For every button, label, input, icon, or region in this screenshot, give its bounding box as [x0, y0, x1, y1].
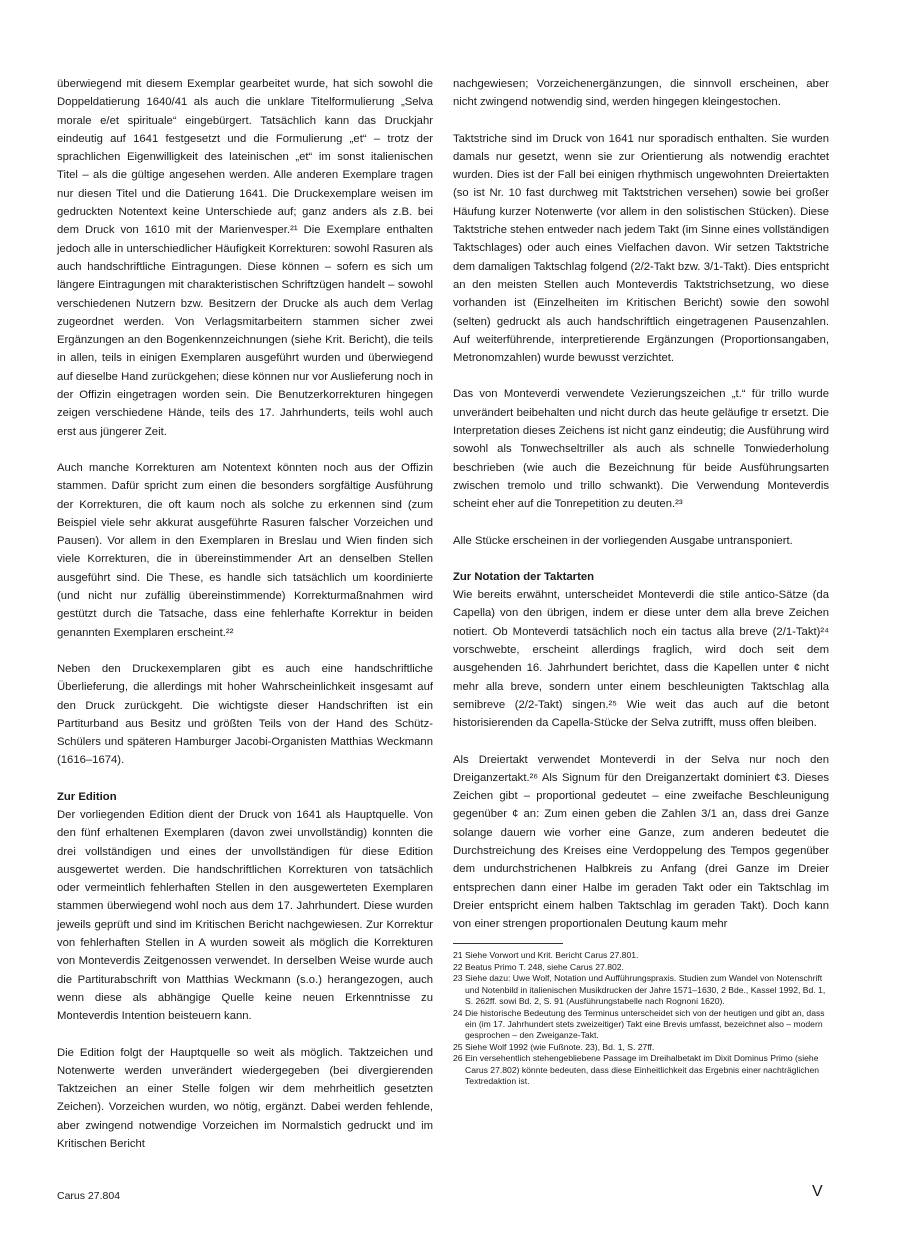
left-column	[57, 75, 433, 1153]
heading-edition: Zur Edition	[57, 790, 117, 803]
footnote-number: 25	[453, 1041, 463, 1052]
paragraph: überwiegend mit diesem Exemplar gearbeitet wurde, hat sich sowohl die Doppeldatierung 1640/41 als auch die unklare Titelformulierung „Selva morale e/et spirituale“ eingebürgert. Tatsächlich kann das Druckjahr eindeutig auf 1641 festgesetzt und die Formulierung „et“ – trotz der sprachlichen Eigenwilligkeit des lateinischen „et“ im sonst italienischen Titel – als die gültige angesehen werden. Alle anderen Exemplare tragen nur diesen Titel und die Datierung 1641. Die Druckexemplare weisen im gedruckten Notentext keine Unterschiede auf; ganz anders als z.B. bei dem Druck von 1610 mit der Marienvesper.²¹ Die Exemplare enthalten jedoch alle in unterschiedlicher Häufigkeit Korrekturen: sowohl Rasuren als auch handschriftliche Eintragungen. Diese können – sofern es sich um längere Eintragungen mit charakteristischen Schriftzügen handelt – sowohl verschiedenen Nutzern bzw. Besitzern der Drucke als auch dem Verlag zugeordnet werden. Von Verlagsmitarbeitern stammen sicher zwei Ergänzungen an den Bogenkennzeichnungen (siehe Krit. Bericht), die teils in allen, teils in einigen Exemplaren ausgeführt wurden und überwiegend auf dieselbe Hand zurückgehen; diese können nur vor Auslieferung noch in der Offizin eingetragen worden sein. Die Benutzerkorrekturen hingegen zeigen verschiedene Hände, teils des 17. Jahrhunderts, teils wohl auch erst aus jüngerer Zeit.	[57, 78, 433, 438]
footnote-number: 23	[453, 973, 463, 984]
footnote-number: 26	[453, 1053, 463, 1064]
paragraph: Die Edition folgt der Hauptquelle so weit als möglich. Taktzeichen und Notenwerte werden unverändert wiedergegeben (bei divergierenden Taktzeichen an einer Stelle folgen wir dem mehrheitlich gesetzten Zeichen). Vorzeichen wurden, wo nötig, ergänzt. Dabei werden fehlende, aber zwingend notwendige Vorzeichen im Normalstich gedruckt und im Kritischen Bericht	[57, 1046, 433, 1151]
paragraph: Taktstriche sind im Druck von 1641 nur sporadisch enthalten. Sie wurden damals nur gesetzt, wenn sie zur Orientierung als notwendig erachtet wurden. Dies ist der Fall bei einigen rhythmisch ungewohnten Dreiertakten (so ist Nr. 10 fast durchweg mit Taktstrichen versehen) sowie bei großer Häufung kurzer Notenwerte (vor allem in den solistischen Stücken). Diese Taktstriche stehen entweder nach jedem Takt (im Sinne eines vollständigen Taktschlages) oder auch eines Vielfachen davon. Wir setzen Taktstriche dem damaligen Taktschlag folgend (2/2-Takt bzw. 3/1-Takt). Dies entspricht an den meisten Stellen auch Monteverdis Taktstrichsetzung, wo diese vorhanden ist (Einzelheiten im Kritischen Bericht) sowie den sowohl (selten) gedruckt als auch handschriftlich eingetragenen Pausenzahlen. Auf weiterführende, interpretierende Ergänzungen (Proportionsangaben, Metronomzahlen) wurde bewusst verzichtet.	[453, 132, 829, 365]
footnote-divider	[453, 943, 563, 944]
footnote	[453, 962, 829, 973]
footnote-text: Die historische Bedeutung des Terminus unterscheidet sich von der heutigen und gibt an, dass ein (im 17. Jahrhundert stets zweizeitiger) Takt eine Brevis umfasst, bezeichnet also – modern gesprochen – den Zweiganze-Takt.	[465, 1007, 825, 1041]
footnote-text: Siehe Vorwort und Krit. Bericht Carus 27.801.	[465, 950, 639, 961]
paragraph: Der vorliegenden Edition dient der Druck von 1641 als Hauptquelle. Von den fünf erhaltenen Exemplaren (davon zwei unvollständig) konnten die drei vollständigen und eines der unvollständigen für diese Edition ausgewertet werden. Die handschriftlichen Korrekturen von tatsächlich oder vermeintlich fehlerhaften Stellen in den ausgewerteten Exemplaren stammen überwiegend wohl noch aus dem 17. Jahrhundert. Diese wurden jeweils geprüft und sind im Kritischen Bericht nachgewiesen. Zur Korrektur von fehlerhaften Stellen in A wurden soweit als möglich die Korrekturen von Monteverdis Zeitgenossen verwendet. In derselben Weise wurde auch die Partiturabschrift von Matthias Weckmann (s.o.) herangezogen, auch wenn diese als abhängige Quelle keine neuen Erkenntnisse zu Monteverdis Intention beisteuern kann.	[57, 808, 433, 1023]
footnote	[453, 950, 829, 961]
paragraph: nachgewiesen; Vorzeichenergänzungen, die sinnvoll erscheinen, aber nicht zwingend notwendig sind, werden hingegen kleingestochen.	[453, 78, 829, 109]
footnote-text: Beatus Primo T. 248, siehe Carus 27.802.	[465, 961, 624, 972]
footnote-text: Siehe Wolf 1992 (wie Fußnote. 23), Bd. 1, S. 27ff.	[465, 1041, 655, 1052]
footnote	[453, 1008, 829, 1042]
footnote	[453, 973, 829, 1007]
paragraph: Wie bereits erwähnt, unterscheidet Monteverdi die stile antico-Sätze (da Capella) von den übrigen, indem er diese unter dem alla breve Zeichen notiert. Ob Monteverdi tatsächlich noch ein tactus alla breve (2/1-Takt)²⁴ vorschwebte, erscheint allerdings fraglich, wird doch seit dem ausgehenden 16. Jahrhundert berichtet, dass die Kapellen unter ¢ nicht mehr alla breve, sondern unter einem beschleunigten Taktschlag alla semibreve (2/2-Takt) singen.²⁵ Wie weit das auch auf die betont historisierenden da Capella-Stücke der Selva zutrifft, muss offen bleiben.	[453, 589, 829, 730]
paragraph: Als Dreiertakt verwendet Monteverdi in der Selva nur noch den Dreiganzertakt.²⁶ Als Signum für den Dreiganzertakt dominiert ¢3. Dieses Zeichen gibt – proportional gedeutet – eine zweifache Beschleunigung gegenüber ¢ an: Zum einen geben die Zahlen 3/1 an, dass drei Ganze solange dauern wie vorher eine Ganze, zum anderen bedeutet die Durchstreichung des Kreises eine Verdoppelung des Tempos gegenüber dem undurchstrichenen Halbkreis zu Anfang (drei Ganze im Dreier entsprechen dann einer Halbe im geraden Takt oder ein Taktschlag im Dreier entspricht einem halben Taktschlag im geraden Takt). Doch kann von einer strengen proportionalen Deutung kaum mehr	[453, 753, 829, 931]
paragraph: Das von Monteverdi verwendete Vezierungszeichen „t.“ für trillo wurde unverändert beibehalten und nicht durch das heute geläufige tr ersetzt. Die Interpretation dieses Zeichens ist nicht ganz eindeutig; die Ausführung wird sowohl als Tonwechseltriller als auch als schnelle Tonwiederholung beschrieben (wie auch die Bezeichnung für beide Ausführungsarten zwischen tremolo und trillo schwankt). Die Verwendung Monteverdis scheint eher auf die Tonrepetition zu deuten.²³	[453, 388, 829, 511]
paragraph: Alle Stücke erscheinen in der vorliegenden Ausgabe untransponiert.	[453, 534, 793, 547]
footnote	[453, 1053, 829, 1087]
footnote-number: 21	[453, 950, 463, 961]
footnote-number: 24	[453, 1007, 463, 1018]
paragraph: Auch manche Korrekturen am Notentext könnten noch aus der Offizin stammen. Dafür spricht zum einen die besonders sorgfältige Ausführung der Korrekturen, die oft kaum noch als solche zu erkennen sind (zum Beispiel viele sehr akkurat ausgeführte Rasuren falscher Vorzeichen und Pausen). Vor allem in den Exemplaren in Breslau und Wien finden sich viele Korrekturen, die in übereinstimmender Art an denselben Stellen ausgeführt sind. Die These, es handle sich tatsächlich um koordinierte (und nicht nur zufällig übereinstimmende) Korrekturmaßnahmen wird gestützt durch die Tatsache, dass eine fehlerhafte Korrektur in beiden genannten Exemplaren erscheint.²²	[57, 461, 433, 639]
footnote-number: 22	[453, 961, 463, 972]
page-number: V	[812, 1183, 823, 1200]
paragraph: Neben den Druckexemplaren gibt es auch eine handschriftliche Überlieferung, die allerdings mit hoher Wahrscheinlichkeit insgesamt auf den Druck zurückgeht. Die wichtigste dieser Handschriften ist ein Partiturband aus Besitz und größten Teils von der Hand des Schütz-Schülers und späteren Hamburger Jacobi-Organisten Matthias Weckmann (1616–1674).	[57, 662, 433, 767]
footnote	[453, 1042, 829, 1053]
footnotes	[453, 950, 829, 1087]
footnote-text: Ein versehentlich stehengebliebene Passage im Dreihalbetakt im Dixit Dominus Primo (siehe Carus 27.802) könnte bedeuten, dass diese Einheitlichkeit das Ergebnis einer nachträglichen Textredaktion ist.	[465, 1053, 820, 1086]
footnote-text: Siehe dazu: Uwe Wolf, Notation und Aufführungspraxis. Studien zum Wandel von Notenschrift und Notenbild in italienischen Musikdrucken der Jahre 1571–1630, 2 Bde., Kassel 1992, Bd. 1, S. 262ff. sowi Bd. 2, S. 91 (Ausführungstabelle nach Rognoni 1620).	[465, 973, 826, 1007]
heading-notation: Zur Notation der Taktarten	[453, 570, 595, 583]
catalog-number: Carus 27.804	[57, 1190, 121, 1202]
right-column	[453, 75, 829, 1087]
